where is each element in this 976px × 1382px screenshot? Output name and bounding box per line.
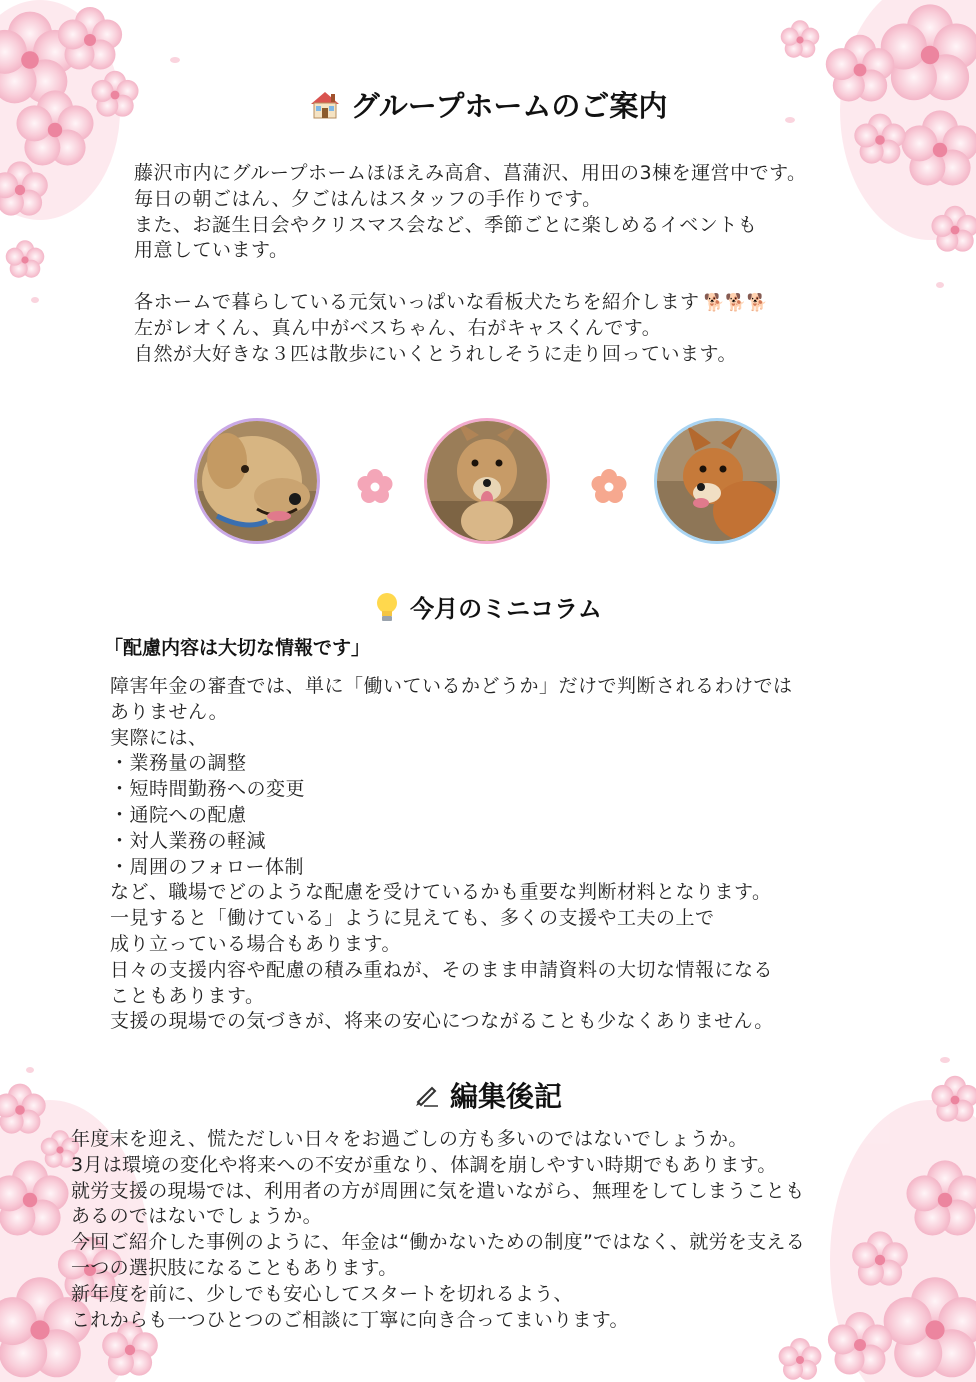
column-line: 障害年金の審査では、単に「働いているかどうか」だけで判断されるわけでは xyxy=(110,675,793,697)
afterword-line: 新年度を前に、少しでも安心してスタートを切れるよう、 xyxy=(71,1282,573,1305)
afterword-title-text: 編集後記 xyxy=(449,1080,562,1113)
dog-photo-beth xyxy=(424,418,550,544)
house-icon xyxy=(309,90,341,127)
intro-line: また、お誕生日会やクリスマス会など、季節ごとに楽しめるイベントも xyxy=(134,213,758,236)
column-line: ・対人業務の軽減 xyxy=(110,829,267,852)
afterword-line: 就労支援の現場では、利用者の方が周囲に気を遣いながら、無理をしてしまうことも xyxy=(71,1179,805,1202)
dogs-intro-line: 自然が大好きな３匹は散歩にいくとうれしそうに走り回っています。 xyxy=(134,342,737,365)
column-line: こともあります。 xyxy=(110,984,265,1007)
flower-separator-icon xyxy=(588,466,630,508)
intro-line: 毎日の朝ごはん、夕ごはんはスタッフの手作りです。 xyxy=(134,187,602,210)
intro-paragraph xyxy=(134,161,807,264)
dogs-intro-line: 各ホームで暮らしている元気いっぱいな看板犬たちを紹介します xyxy=(134,291,700,313)
intro-line: 用意しています。 xyxy=(134,239,289,262)
flower-separator-icon xyxy=(354,466,396,508)
afterword-line: 年度末を迎え、慌ただしい日々をお過ごしの方も多いのではないでしょうか。 xyxy=(71,1128,748,1150)
column-line: ・業務量の調整 xyxy=(110,752,247,775)
column-line: ・短時間勤務への変更 xyxy=(110,778,306,801)
dogs-intro-line: 左がレオくん、真ん中がベスちゃん、右がキャスくんです。 xyxy=(134,316,662,339)
column-title xyxy=(0,589,976,629)
column-line: など、職場でどのような配慮を受けているかも重要な判断材料となります。 xyxy=(110,881,772,904)
afterword-line: 3月は環境の変化や将来への不安が重なり、体調を崩しやすい時期でもあります。 xyxy=(71,1153,777,1176)
dogs-intro-paragraph xyxy=(134,290,769,367)
column-line: ・通院への配慮 xyxy=(110,803,247,826)
writing-hand-icon xyxy=(414,1082,440,1115)
column-line: ・周囲のフォロー体制 xyxy=(110,855,305,878)
dog-photo-cas xyxy=(654,418,780,544)
afterword-line: あるのではないでしょうか。 xyxy=(71,1205,322,1228)
column-line: ありません。 xyxy=(110,700,229,723)
dog-emoji-icon: 🐕🐕🐕 xyxy=(703,293,769,313)
afterword-body xyxy=(71,1127,805,1333)
afterword-line: 一つの選択肢になることもあります。 xyxy=(71,1256,398,1279)
column-line: 実際には、 xyxy=(110,726,208,749)
afterword-line: 今回ご紹介した事例のように、年金は“働かないための制度”ではなく、就労を支える xyxy=(71,1231,806,1254)
page-title xyxy=(0,84,976,127)
afterword-title xyxy=(0,1075,976,1115)
column-line: 日々の支援内容や配慮の積み重ねが、そのまま申請資料の大切な情報になる xyxy=(110,958,774,981)
column-line: 一見すると「働けている」ように見えても、多くの支援や工夫の上で xyxy=(110,907,715,930)
page-title-text: グループホームのご案内 xyxy=(350,89,668,123)
column-body xyxy=(110,674,793,1035)
afterword-line: これからも一つひとつのご相談に丁寧に向き合ってまいります。 xyxy=(71,1308,629,1331)
column-subtitle: 「配慮内容は大切な情報です」 xyxy=(104,637,371,659)
intro-line: 藤沢市内にグループホームほほえみ高倉、菖蒲沢、用田の3棟を運営中です。 xyxy=(134,162,807,184)
column-line: 支援の現場での気づきが、将来の安心につながることも少なくありません。 xyxy=(110,1010,774,1033)
dog-photo-leo xyxy=(194,418,320,544)
column-title-text: 今月のミニコラム xyxy=(410,595,602,623)
column-line: 成り立っている場合もあります。 xyxy=(110,932,401,955)
lightbulb-icon xyxy=(374,591,400,629)
